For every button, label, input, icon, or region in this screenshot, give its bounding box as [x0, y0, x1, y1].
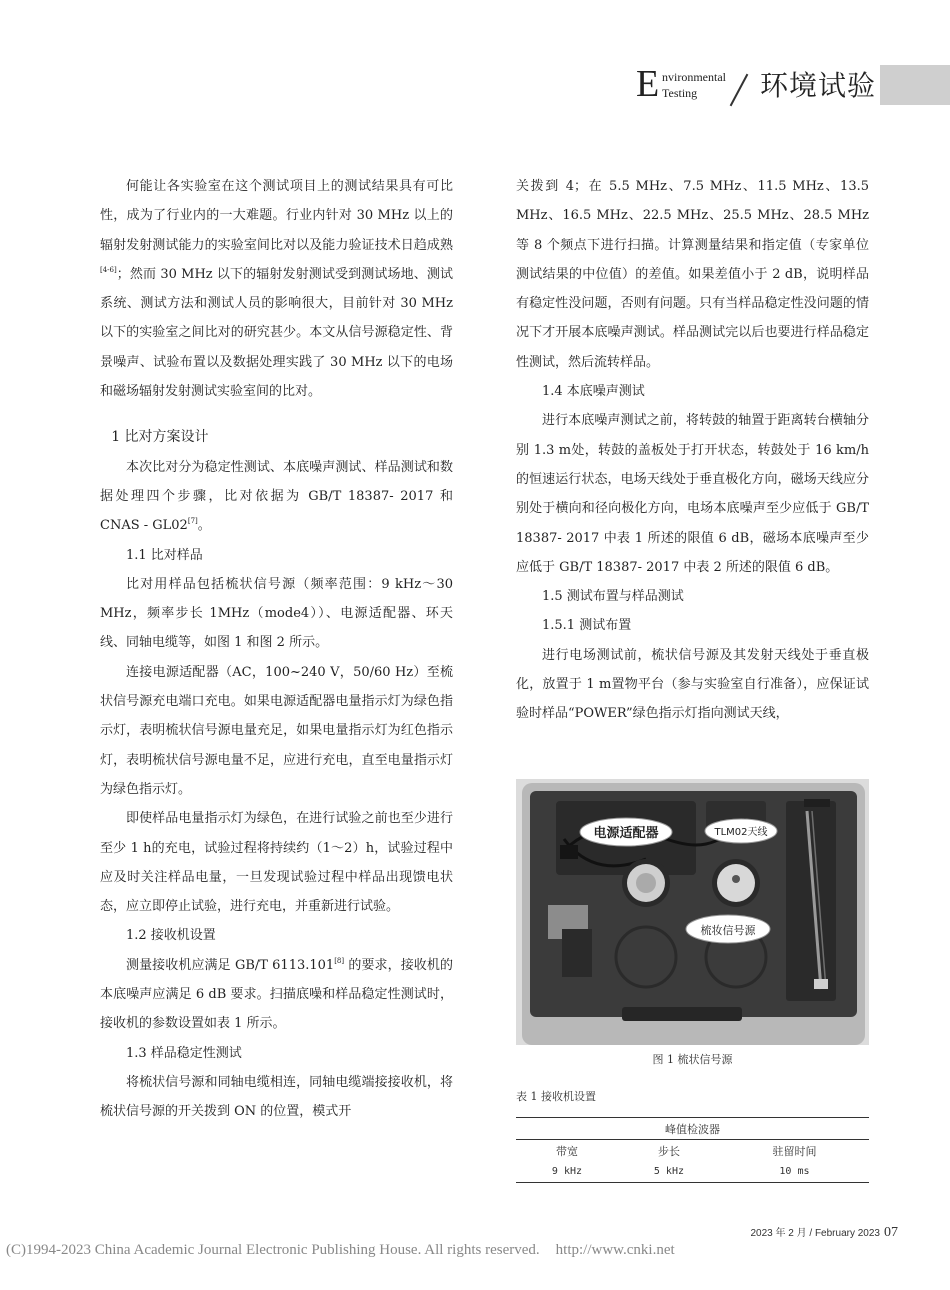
table-row	[516, 1161, 869, 1183]
copyright-text: (C)1994-2023 China Academic Journal Electronic Publishing House. All rights reserved.	[6, 1242, 540, 1258]
paragraph: 关拨到 4；在 5.5 MHz、7.5 MHz、11.5 MHz、13.5 MHz、16.5 MHz、22.5 MHz、25.5 MHz、28.5 MHz 等 8 个频点下进行扫描。计算测量结果和指定值（专家单位测试结果的中位值）的差值。如果差值小于 2 dB，说明样品有稳定性没问题，否则有问题。只有当样品稳定性没问题的情况下才开展本底噪声测试。样品测试完以后也要进行样品稳定性测试，然后流转样品。	[516, 179, 869, 370]
callout-comb-source: 梳妆信号源	[700, 924, 756, 937]
paragraph: 即使样品电量指示灯为绿色，在进行试验之前也至少进行至少 1 h的充电，试验过程将持续约（1～2）h，试验过程中应及时关注样品电量，一旦发现试验过程中样品出现馈电状态，应立即停止试验，进行充电，并重新进行试验。	[100, 811, 453, 915]
paragraph: 将梳状信号源和同轴电缆相连，同轴电缆端接接收机，将梳状信号源的开关拨到 ON 的位置，模式开	[100, 1074, 453, 1120]
table-cell: 5 kHz	[618, 1161, 720, 1183]
table-cell: 10 ms	[720, 1161, 869, 1183]
masthead-en-line2: Testing	[662, 86, 698, 100]
masthead-en-line1: nvironmental	[662, 70, 726, 84]
receiver-settings-table	[516, 1117, 869, 1183]
section-heading: 1 比对方案设计	[111, 429, 209, 446]
subsection-heading: 1.2 接收机设置	[126, 928, 216, 944]
paragraph: 连接电源适配器（AC，100~240 V，50/60 Hz）至梳状信号源充电端口充电。如果电源适配器电量指示灯为绿色指示灯，表明梳状信号源电量充足，如果电量指示灯为红色指示灯，表明梳状信号源电量不足，应进行充电，直至电量指示灯为绿色指示灯。	[100, 664, 453, 797]
table-header-row	[516, 1140, 869, 1162]
subsection-heading: 1.1 比对样品	[126, 547, 203, 563]
copyright-url: http://www.cnki.net	[555, 1242, 675, 1258]
citation: [7]	[187, 517, 198, 526]
citation: [8]	[334, 956, 345, 965]
right-column	[516, 172, 869, 729]
copyright-line	[6, 1242, 675, 1259]
masthead-slash	[730, 74, 749, 107]
subsection-heading: 1.5 测试布置与样品测试	[542, 589, 684, 605]
table-header: 驻留时间	[720, 1140, 869, 1162]
paragraph: 进行电场测试前，梳状信号源及其发射天线处于垂直极化，放置于 1 m置物平台（参与实验室自行准备），应保证试验时样品“POWER”绿色指示灯指向测试天线，	[516, 647, 869, 722]
masthead-cn-title: 环境试验	[760, 69, 877, 102]
table-header: 带宽	[516, 1140, 618, 1162]
paragraph: 本次比对分为稳定性测试、本底噪声测试、样品测试和数据处理四个步骤，比对依据为 GB/T 18387- 2017 和 CNAS - GL02[7]。	[100, 459, 453, 534]
footer-date: 2023 年 2 月 / February 2023	[750, 1228, 880, 1239]
page-number: 07	[884, 1225, 898, 1240]
figure-photo-comb-generator-case	[516, 779, 869, 1045]
table-group-header: 峰值检波器	[516, 1118, 869, 1140]
callout-power-adapter: 电源适配器	[593, 826, 659, 841]
paragraph: 进行本底噪声测试之前，将转鼓的轴置于距离转台横轴分别 1.3 m处，转鼓的盖板处于打开状态，转鼓处于 16 km/h的恒速运行状态，电场天线处于垂直极化方向，磁场天线应分别处于横向和径向极化方向，电场本底噪声至少应低于 GB/T 18387- 2017 中表 1 所述的限值 6 dB，磁场本底噪声至少应低于 GB/T 18387- 2017 中表 2 所述的限值 6 dB。	[516, 413, 869, 575]
page-footer	[750, 1224, 898, 1241]
masthead-letter: E	[636, 63, 660, 105]
paragraph: 何能让各实验室在这个测试项目上的测试结果具有可比性，成为了行业内的一大难题。行业内针对 30 MHz 以上的辐射发射测试能力的实验室间比对以及能力验证技术日趋成熟[4-6]；然而 30 MHz 以下的辐射发射测试受到测试场地、测试系统、测试方法和测试人员的影响很大，目前针对 30 MHz 以下的实验室之间比对的研究甚少。本文从信号源稳定性、背景噪声、试验布置以及数据处理实践了 30 MHz 以下的电场和磁场辐射发射测试实验室间的比对。	[100, 179, 453, 400]
paragraph: 比对用样品包括梳状信号源（频率范围：9 kHz～30 MHz，频率步长 1MHz（mode4））、电源适配器、环天线、同轴电缆等，如图 1 和图 2 所示。	[100, 576, 453, 651]
left-column	[100, 172, 453, 1127]
subsection-heading: 1.3 样品稳定性测试	[126, 1045, 242, 1061]
table-header: 步长	[618, 1140, 720, 1162]
subsection-heading: 1.4 本底噪声测试	[542, 384, 645, 400]
citation: [4-6]	[100, 265, 117, 274]
table-cell: 9 kHz	[516, 1161, 618, 1183]
figure-caption: 图 1 梳状信号源	[652, 1053, 733, 1066]
table-caption: 表 1 接收机设置	[516, 1090, 596, 1103]
callout-antenna: TLM02天线	[714, 827, 768, 838]
table-group-row	[516, 1118, 869, 1140]
paragraph: 测量接收机应满足 GB/T 6113.101[8] 的要求，接收机的本底噪声应满足 6 dB 要求。扫描底噪和样品稳定性测试时，接收机的参数设置如表 1 所示。	[100, 956, 453, 1032]
header-gray-block	[880, 65, 950, 105]
subsection-heading: 1.5.1 测试布置	[542, 618, 632, 634]
